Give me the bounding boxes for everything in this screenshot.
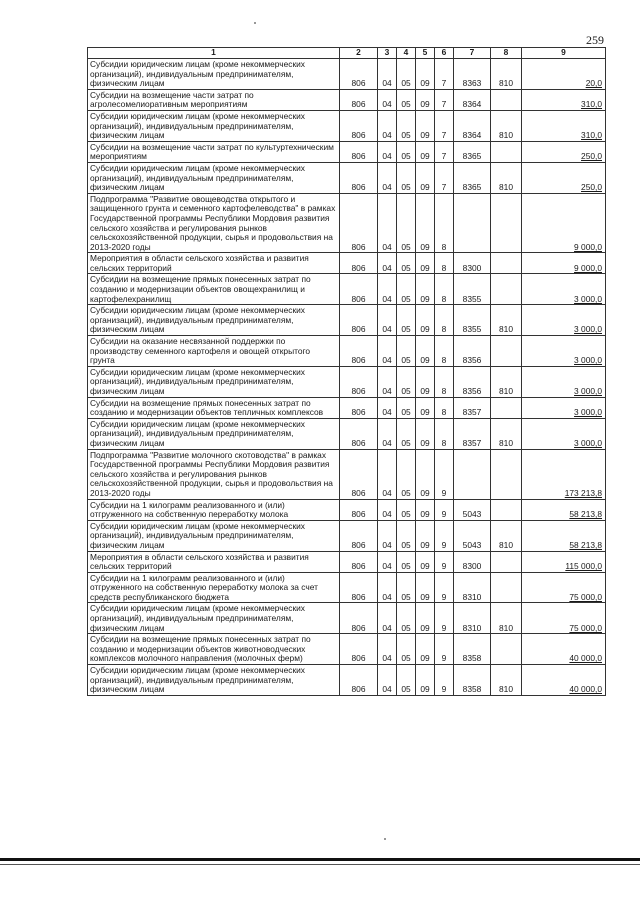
code-program-cell: 09 [416, 59, 435, 90]
code-item-cell: 8358 [454, 634, 491, 665]
row-name-cell: Субсидии юридическим лицам (кроме некоммерческих организаций), индивидуальным предпринимателям, физическим лицам [88, 418, 340, 449]
code-admin-cell: 806 [340, 520, 378, 551]
code-admin-cell: 806 [340, 499, 378, 520]
code-subsection-cell: 05 [397, 551, 416, 572]
code-admin-cell: 806 [340, 449, 378, 499]
code-item-cell: 8357 [454, 397, 491, 418]
table-row [88, 110, 606, 141]
code-program-cell: 09 [416, 397, 435, 418]
code-item-cell: 5043 [454, 499, 491, 520]
row-name-cell: Субсидии юридическим лицам (кроме некоммерческих организаций), индивидуальным предпринимателям, физическим лицам [88, 305, 340, 336]
code-subsection-cell: 05 [397, 665, 416, 696]
code-admin-cell: 806 [340, 162, 378, 193]
code-item-cell: 8356 [454, 366, 491, 397]
code-program-cell: 09 [416, 253, 435, 274]
code-item-cell: 8300 [454, 551, 491, 572]
code-section-cell: 04 [378, 162, 397, 193]
code-expense-cell: 810 [491, 418, 522, 449]
code-program-cell: 09 [416, 89, 435, 110]
code-subsection-cell: 05 [397, 366, 416, 397]
table-header-row [88, 48, 606, 59]
code-subsection-cell: 05 [397, 89, 416, 110]
row-name-cell: Субсидии юридическим лицам (кроме некоммерческих организаций), индивидуальным предпринимателям, физическим лицам [88, 59, 340, 90]
table-row [88, 572, 606, 603]
code-subprogram-cell: 7 [435, 162, 454, 193]
code-expense-cell [491, 634, 522, 665]
row-name-cell: Субсидии на 1 килограмм реализованного и (или) отгруженного на собственную переработку молока [88, 499, 340, 520]
code-subsection-cell: 05 [397, 520, 416, 551]
table-row [88, 274, 606, 305]
amount-cell: 75 000,0 [522, 603, 606, 634]
code-section-cell: 04 [378, 603, 397, 634]
code-subsection-cell: 05 [397, 572, 416, 603]
code-subprogram-cell: 7 [435, 110, 454, 141]
code-admin-cell: 806 [340, 141, 378, 162]
row-name-cell: Субсидии юридическим лицам (кроме некоммерческих организаций), индивидуальным предпринимателям, физическим лицам [88, 603, 340, 634]
amount-cell: 250,0 [522, 141, 606, 162]
column-header: 7 [454, 48, 491, 59]
code-section-cell: 04 [378, 551, 397, 572]
code-subsection-cell: 05 [397, 141, 416, 162]
row-name-cell: Субсидии юридическим лицам (кроме некоммерческих организаций), индивидуальным предпринимателям, физическим лицам [88, 520, 340, 551]
table-row [88, 603, 606, 634]
code-admin-cell: 806 [340, 336, 378, 367]
code-admin-cell: 806 [340, 193, 378, 253]
code-item-cell [454, 449, 491, 499]
code-item-cell [454, 193, 491, 253]
code-section-cell: 04 [378, 499, 397, 520]
code-admin-cell: 806 [340, 397, 378, 418]
code-section-cell: 04 [378, 665, 397, 696]
code-item-cell: 8355 [454, 274, 491, 305]
code-section-cell: 04 [378, 634, 397, 665]
code-item-cell: 8355 [454, 305, 491, 336]
amount-cell: 3 000,0 [522, 336, 606, 367]
code-item-cell: 8365 [454, 162, 491, 193]
table-row [88, 305, 606, 336]
code-expense-cell [491, 551, 522, 572]
code-program-cell: 09 [416, 418, 435, 449]
code-subsection-cell: 05 [397, 603, 416, 634]
code-subprogram-cell: 9 [435, 572, 454, 603]
code-program-cell: 09 [416, 305, 435, 336]
code-item-cell: 8300 [454, 253, 491, 274]
amount-cell: 310,0 [522, 110, 606, 141]
row-name-cell: Субсидии юридическим лицам (кроме некоммерческих организаций), индивидуальным предпринимателям, физическим лицам [88, 665, 340, 696]
column-header: 2 [340, 48, 378, 59]
table-row [88, 449, 606, 499]
code-admin-cell: 806 [340, 418, 378, 449]
code-program-cell: 09 [416, 572, 435, 603]
code-section-cell: 04 [378, 336, 397, 367]
row-name-cell: Субсидии на возмещение прямых понесенных затрат по созданию и модернизации объектов тепличных комплексов [88, 397, 340, 418]
code-item-cell: 8356 [454, 336, 491, 367]
amount-cell: 75 000,0 [522, 572, 606, 603]
code-subprogram-cell: 8 [435, 274, 454, 305]
row-name-cell: Мероприятия в области сельского хозяйства и развития сельских территорий [88, 551, 340, 572]
row-name-cell: Субсидии на оказание несвязанной поддержки по производству семенного картофеля и овощей открытого грунта [88, 336, 340, 367]
code-expense-cell: 810 [491, 603, 522, 634]
code-item-cell: 8365 [454, 141, 491, 162]
code-expense-cell: 810 [491, 305, 522, 336]
code-item-cell: 8358 [454, 665, 491, 696]
code-section-cell: 04 [378, 59, 397, 90]
table-row [88, 59, 606, 90]
amount-cell: 310,0 [522, 89, 606, 110]
row-name-cell: Субсидии юридическим лицам (кроме некоммерческих организаций), индивидуальным предпринимателям, физическим лицам [88, 162, 340, 193]
code-subprogram-cell: 9 [435, 520, 454, 551]
row-name-cell: Субсидии на 1 килограмм реализованного и (или) отгруженного на собственную переработку молока за счет средств республиканского бюджета [88, 572, 340, 603]
bottom-divider [0, 858, 640, 861]
code-program-cell: 09 [416, 499, 435, 520]
code-subsection-cell: 05 [397, 162, 416, 193]
table-row [88, 499, 606, 520]
column-header: 3 [378, 48, 397, 59]
code-subsection-cell: 05 [397, 305, 416, 336]
amount-cell: 58 213,8 [522, 520, 606, 551]
code-section-cell: 04 [378, 397, 397, 418]
code-subsection-cell: 05 [397, 418, 416, 449]
code-admin-cell: 806 [340, 59, 378, 90]
code-subprogram-cell: 9 [435, 603, 454, 634]
code-admin-cell: 806 [340, 89, 378, 110]
code-subsection-cell: 05 [397, 634, 416, 665]
table-row [88, 665, 606, 696]
row-name-cell: Субсидии на возмещение прямых понесенных затрат по созданию и модернизации объектов овощехранилищ и картофелехранилищ [88, 274, 340, 305]
code-subprogram-cell: 7 [435, 89, 454, 110]
table-row [88, 253, 606, 274]
code-program-cell: 09 [416, 551, 435, 572]
row-name-cell: Субсидии юридическим лицам (кроме некоммерческих организаций), индивидуальным предпринимателям, физическим лицам [88, 110, 340, 141]
code-subprogram-cell: 9 [435, 634, 454, 665]
code-expense-cell [491, 336, 522, 367]
code-subprogram-cell: 8 [435, 397, 454, 418]
code-expense-cell: 810 [491, 110, 522, 141]
amount-cell: 3 000,0 [522, 366, 606, 397]
code-program-cell: 09 [416, 603, 435, 634]
column-header: 4 [397, 48, 416, 59]
code-admin-cell: 806 [340, 253, 378, 274]
table-row [88, 397, 606, 418]
column-header: 6 [435, 48, 454, 59]
table-row [88, 551, 606, 572]
code-item-cell: 5043 [454, 520, 491, 551]
code-section-cell: 04 [378, 449, 397, 499]
code-expense-cell: 810 [491, 162, 522, 193]
table-row [88, 366, 606, 397]
code-expense-cell [491, 89, 522, 110]
code-expense-cell: 810 [491, 366, 522, 397]
code-program-cell: 09 [416, 193, 435, 253]
code-expense-cell [491, 141, 522, 162]
code-subsection-cell: 05 [397, 253, 416, 274]
code-admin-cell: 806 [340, 572, 378, 603]
code-program-cell: 09 [416, 634, 435, 665]
code-section-cell: 04 [378, 274, 397, 305]
table-row [88, 193, 606, 253]
amount-cell: 115 000,0 [522, 551, 606, 572]
amount-cell: 40 000,0 [522, 665, 606, 696]
amount-cell: 3 000,0 [522, 305, 606, 336]
code-subsection-cell: 05 [397, 336, 416, 367]
row-name-cell: Подпрограмма "Развитие молочного скотоводства" в рамках Государственной программы Республики Мордовия развития сельского хозяйства и регулирования рынков сельскохозяйственной продукции, сырья и продовольствия на 2013-2020 годы [88, 449, 340, 499]
column-header: 9 [522, 48, 606, 59]
code-item-cell: 8310 [454, 603, 491, 634]
row-name-cell: Субсидии на возмещение части затрат по культуртехническим мероприятиям [88, 141, 340, 162]
code-section-cell: 04 [378, 141, 397, 162]
code-subprogram-cell: 8 [435, 253, 454, 274]
code-expense-cell [491, 193, 522, 253]
table-row [88, 634, 606, 665]
code-subsection-cell: 05 [397, 449, 416, 499]
table-row [88, 89, 606, 110]
amount-cell: 58 213,8 [522, 499, 606, 520]
column-header: 1 [88, 48, 340, 59]
amount-cell: 173 213,8 [522, 449, 606, 499]
amount-cell: 3 000,0 [522, 397, 606, 418]
column-header: 8 [491, 48, 522, 59]
page-number: 259 [586, 33, 604, 47]
code-program-cell: 09 [416, 274, 435, 305]
row-name-cell: Мероприятия в области сельского хозяйства и развития сельских территорий [88, 253, 340, 274]
code-section-cell: 04 [378, 366, 397, 397]
table-row [88, 336, 606, 367]
code-expense-cell [491, 274, 522, 305]
code-subprogram-cell: 9 [435, 551, 454, 572]
table-row [88, 520, 606, 551]
code-subsection-cell: 05 [397, 274, 416, 305]
table-row [88, 141, 606, 162]
code-section-cell: 04 [378, 193, 397, 253]
table-row [88, 418, 606, 449]
bottom-divider-thin [0, 864, 640, 865]
row-name-cell: Субсидии на возмещение части затрат по агролесомелиоративным мероприятиям [88, 89, 340, 110]
code-admin-cell: 806 [340, 110, 378, 141]
scan-speck [254, 22, 256, 24]
code-subprogram-cell: 8 [435, 336, 454, 367]
code-admin-cell: 806 [340, 274, 378, 305]
code-expense-cell: 810 [491, 59, 522, 90]
code-expense-cell [491, 572, 522, 603]
code-admin-cell: 806 [340, 634, 378, 665]
code-admin-cell: 806 [340, 665, 378, 696]
code-item-cell: 8357 [454, 418, 491, 449]
code-program-cell: 09 [416, 110, 435, 141]
code-expense-cell [491, 397, 522, 418]
code-program-cell: 09 [416, 520, 435, 551]
amount-cell: 3 000,0 [522, 418, 606, 449]
code-section-cell: 04 [378, 253, 397, 274]
code-item-cell: 8310 [454, 572, 491, 603]
code-program-cell: 09 [416, 449, 435, 499]
row-name-cell: Подпрограмма "Развитие овощеводства открытого и защищенного грунта и семенного картофелеводства" в рамках Государственной программы Республики Мордовия развития сельского хозяйства и регулирования рынков сельскохозяйственной продукции, сырья и продовольствия на 2013-2020 годы [88, 193, 340, 253]
amount-cell: 9 000,0 [522, 193, 606, 253]
code-subprogram-cell: 8 [435, 193, 454, 253]
amount-cell: 3 000,0 [522, 274, 606, 305]
code-expense-cell [491, 253, 522, 274]
code-section-cell: 04 [378, 418, 397, 449]
row-name-cell: Субсидии на возмещение прямых понесенных затрат по созданию и модернизации объектов животноводческих комплексов молочного направления (молочных ферм) [88, 634, 340, 665]
code-expense-cell [491, 449, 522, 499]
code-subsection-cell: 05 [397, 59, 416, 90]
code-admin-cell: 806 [340, 603, 378, 634]
code-admin-cell: 806 [340, 551, 378, 572]
code-subsection-cell: 05 [397, 193, 416, 253]
amount-cell: 40 000,0 [522, 634, 606, 665]
code-section-cell: 04 [378, 572, 397, 603]
table-body [88, 59, 606, 696]
code-program-cell: 09 [416, 336, 435, 367]
code-subsection-cell: 05 [397, 110, 416, 141]
code-section-cell: 04 [378, 520, 397, 551]
amount-cell: 20,0 [522, 59, 606, 90]
code-expense-cell: 810 [491, 665, 522, 696]
budget-table [87, 47, 606, 696]
code-subprogram-cell: 9 [435, 499, 454, 520]
row-name-cell: Субсидии юридическим лицам (кроме некоммерческих организаций), индивидуальным предпринимателям, физическим лицам [88, 366, 340, 397]
code-admin-cell: 806 [340, 366, 378, 397]
code-subprogram-cell: 8 [435, 418, 454, 449]
table-row [88, 162, 606, 193]
amount-cell: 9 000,0 [522, 253, 606, 274]
scan-speck [384, 838, 386, 840]
code-subprogram-cell: 7 [435, 141, 454, 162]
code-item-cell: 8363 [454, 59, 491, 90]
code-program-cell: 09 [416, 162, 435, 193]
column-header: 5 [416, 48, 435, 59]
code-item-cell: 8364 [454, 110, 491, 141]
code-subsection-cell: 05 [397, 499, 416, 520]
code-program-cell: 09 [416, 665, 435, 696]
code-admin-cell: 806 [340, 305, 378, 336]
amount-cell: 250,0 [522, 162, 606, 193]
code-section-cell: 04 [378, 89, 397, 110]
code-program-cell: 09 [416, 366, 435, 397]
code-section-cell: 04 [378, 305, 397, 336]
code-subprogram-cell: 8 [435, 305, 454, 336]
code-subprogram-cell: 7 [435, 59, 454, 90]
code-subprogram-cell: 9 [435, 449, 454, 499]
code-subsection-cell: 05 [397, 397, 416, 418]
code-subprogram-cell: 8 [435, 366, 454, 397]
code-subprogram-cell: 9 [435, 665, 454, 696]
code-section-cell: 04 [378, 110, 397, 141]
code-item-cell: 8364 [454, 89, 491, 110]
code-expense-cell [491, 499, 522, 520]
code-program-cell: 09 [416, 141, 435, 162]
code-expense-cell: 810 [491, 520, 522, 551]
